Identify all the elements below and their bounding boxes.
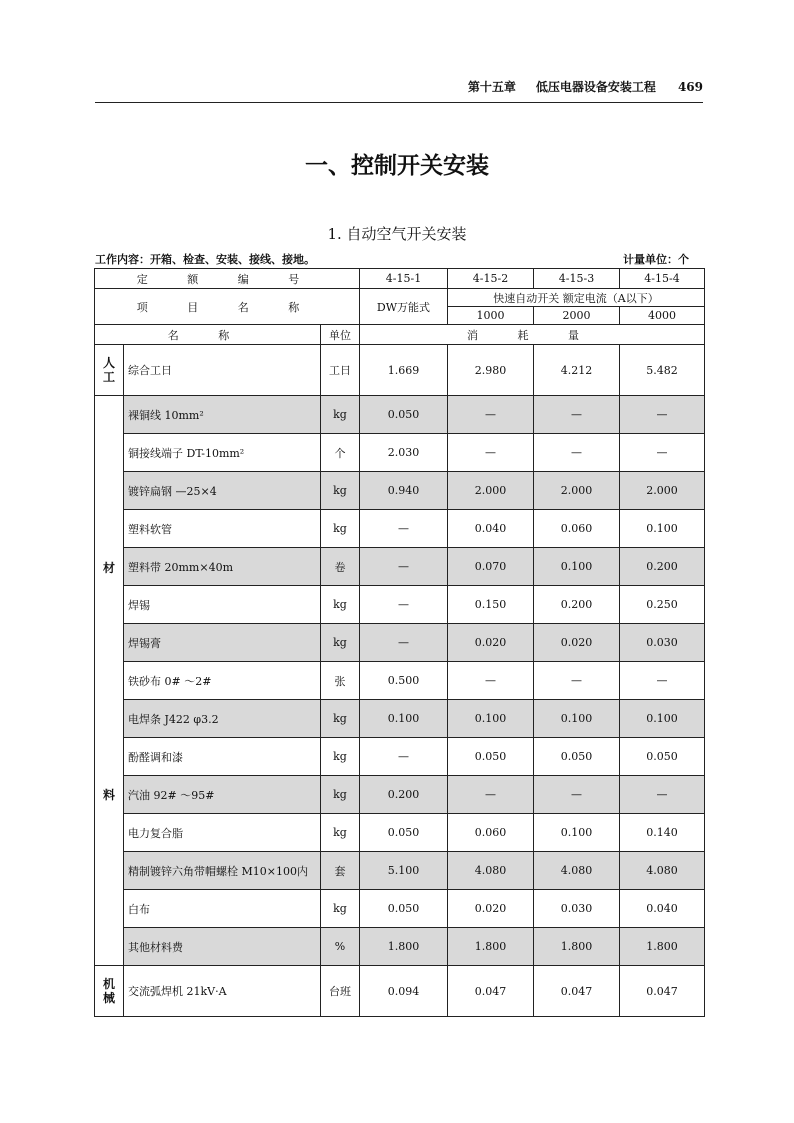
table-row xyxy=(95,700,705,738)
item-value: 4.212 xyxy=(534,345,620,396)
item-name: 其他材料费 xyxy=(124,928,321,966)
item-name: 塑料带 20mm×40m xyxy=(124,548,321,586)
item-value: 0.250 xyxy=(620,586,705,624)
item-value: 0.100 xyxy=(534,548,620,586)
table-row xyxy=(95,662,705,700)
item-value: 0.047 xyxy=(448,966,534,1017)
item-unit: kg xyxy=(321,510,360,548)
quota-number-row xyxy=(95,269,705,289)
item-value: — xyxy=(620,396,705,434)
item-name: 焊锡 xyxy=(124,586,321,624)
item-unit: kg xyxy=(321,624,360,662)
item-value: 1.800 xyxy=(360,928,448,966)
item-value: 0.040 xyxy=(448,510,534,548)
item-unit: kg xyxy=(321,396,360,434)
table-row xyxy=(95,624,705,662)
quota-code: 4-15-3 xyxy=(534,269,620,289)
item-unit: kg xyxy=(321,890,360,928)
item-value: 0.050 xyxy=(360,814,448,852)
item-value: — xyxy=(360,624,448,662)
item-value: 0.030 xyxy=(534,890,620,928)
column-header-row xyxy=(95,325,705,345)
item-value: 0.020 xyxy=(534,624,620,662)
quota-code: 4-15-2 xyxy=(448,269,534,289)
item-name: 综合工日 xyxy=(124,345,321,396)
item-unit: kg xyxy=(321,776,360,814)
item-unit: kg xyxy=(321,738,360,776)
item-value: 2.000 xyxy=(448,472,534,510)
table-row xyxy=(95,776,705,814)
table-row xyxy=(95,510,705,548)
item-value: 0.060 xyxy=(534,510,620,548)
item-value: 0.940 xyxy=(360,472,448,510)
table-row xyxy=(95,814,705,852)
quota-number-label: 定 额 编 号 xyxy=(95,269,360,289)
item-value: 4.080 xyxy=(534,852,620,890)
item-value: — xyxy=(360,738,448,776)
item-name: 裸铜线 10mm² xyxy=(124,396,321,434)
item-value: 2.000 xyxy=(534,472,620,510)
item-name: 酚醛调和漆 xyxy=(124,738,321,776)
table-row xyxy=(95,548,705,586)
page-header xyxy=(95,72,703,103)
item-value: 0.020 xyxy=(448,624,534,662)
item-name: 电焊条 J422 φ3.2 xyxy=(124,700,321,738)
item-value: 1.800 xyxy=(448,928,534,966)
current-rating: 4000 xyxy=(620,307,705,325)
item-value: 0.030 xyxy=(620,624,705,662)
item-name: 电力复合脂 xyxy=(124,814,321,852)
item-value: — xyxy=(534,396,620,434)
item-value: 0.100 xyxy=(620,700,705,738)
item-unit: 张 xyxy=(321,662,360,700)
item-value: — xyxy=(448,776,534,814)
item-name: 交流弧焊机 21kV·A xyxy=(124,966,321,1017)
item-name: 镀锌扁钢 —25×4 xyxy=(124,472,321,510)
item-value: — xyxy=(534,776,620,814)
item-unit: 套 xyxy=(321,852,360,890)
item-value: — xyxy=(534,434,620,472)
name-header: 名 称 xyxy=(95,325,321,345)
item-value: 0.047 xyxy=(620,966,705,1017)
item-name: 汽油 92# ～95# xyxy=(124,776,321,814)
item-value: 5.482 xyxy=(620,345,705,396)
page-number: 469 xyxy=(677,80,703,94)
item-unit: 台班 xyxy=(321,966,360,1017)
fast-switch-header: 快速自动开关 额定电流（A以下） xyxy=(448,289,705,307)
table-row xyxy=(95,852,705,890)
table-row xyxy=(95,586,705,624)
table-row xyxy=(95,472,705,510)
machinery-category-char: 机 xyxy=(102,977,115,991)
table-row xyxy=(95,928,705,966)
table-row xyxy=(95,396,705,434)
machinery-category-char: 械 xyxy=(102,991,115,1005)
item-unit: 个 xyxy=(321,434,360,472)
current-rating: 2000 xyxy=(534,307,620,325)
item-value: — xyxy=(620,776,705,814)
item-value: 0.200 xyxy=(620,548,705,586)
item-unit: 工日 xyxy=(321,345,360,396)
labor-category-char: 工 xyxy=(102,370,115,384)
item-value: 0.100 xyxy=(534,700,620,738)
item-value: 0.050 xyxy=(620,738,705,776)
item-value: 0.500 xyxy=(360,662,448,700)
table-row xyxy=(95,738,705,776)
item-value: — xyxy=(360,510,448,548)
item-value: 0.140 xyxy=(620,814,705,852)
item-value: 5.100 xyxy=(360,852,448,890)
item-name-label: 项 目 名 称 xyxy=(95,289,360,325)
item-name: 铁砂布 0# ～2# xyxy=(124,662,321,700)
item-unit: kg xyxy=(321,700,360,738)
chapter-title: 低压电器设备安装工程 xyxy=(535,80,656,94)
consumption-header: 消 耗 量 xyxy=(360,325,705,345)
item-value: — xyxy=(620,662,705,700)
table-meta xyxy=(95,251,689,267)
unit-header: 单位 xyxy=(321,325,360,345)
item-value: 2.000 xyxy=(620,472,705,510)
item-value: 1.800 xyxy=(534,928,620,966)
machinery-category xyxy=(95,966,124,1017)
item-value: 0.050 xyxy=(360,890,448,928)
header-text xyxy=(468,78,703,95)
work-content: 工作内容：开箱、检查、安装、接线、接地。 xyxy=(95,253,315,266)
item-value: 0.020 xyxy=(448,890,534,928)
dw-type-header: DW万能式 xyxy=(360,289,448,325)
quota-code: 4-15-1 xyxy=(360,269,448,289)
subsection-title: 1. 自动空气开关安装 xyxy=(327,225,467,243)
labor-category-char: 人 xyxy=(102,356,115,370)
item-value: 0.050 xyxy=(534,738,620,776)
item-value: 0.200 xyxy=(360,776,448,814)
item-value: 2.980 xyxy=(448,345,534,396)
item-value: 1.800 xyxy=(620,928,705,966)
item-unit: % xyxy=(321,928,360,966)
labor-category xyxy=(95,345,124,396)
section-title: 一、控制开关安装 xyxy=(305,153,489,179)
item-value: — xyxy=(448,662,534,700)
item-value: — xyxy=(360,586,448,624)
table-row xyxy=(95,345,705,396)
item-value: 0.150 xyxy=(448,586,534,624)
item-name: 白布 xyxy=(124,890,321,928)
item-value: 0.200 xyxy=(534,586,620,624)
item-value: — xyxy=(534,662,620,700)
item-value: 0.060 xyxy=(448,814,534,852)
table-row xyxy=(95,434,705,472)
item-value: 0.050 xyxy=(448,738,534,776)
item-value: 4.080 xyxy=(620,852,705,890)
table-row xyxy=(95,966,705,1017)
measure-unit: 计量单位：个 xyxy=(623,253,689,266)
item-value: — xyxy=(620,434,705,472)
quota-table xyxy=(94,268,705,1017)
item-value: 0.100 xyxy=(620,510,705,548)
item-value: — xyxy=(448,434,534,472)
item-value: 0.047 xyxy=(534,966,620,1017)
item-unit: 卷 xyxy=(321,548,360,586)
item-value: — xyxy=(360,548,448,586)
item-value: 0.050 xyxy=(360,396,448,434)
item-name: 铜接线端子 DT-10mm² xyxy=(124,434,321,472)
quota-code: 4-15-4 xyxy=(620,269,705,289)
item-value: 4.080 xyxy=(448,852,534,890)
item-value: 2.030 xyxy=(360,434,448,472)
item-value: 0.040 xyxy=(620,890,705,928)
current-rating: 1000 xyxy=(448,307,534,325)
item-unit: kg xyxy=(321,472,360,510)
table-row xyxy=(95,890,705,928)
item-name-row xyxy=(95,289,705,307)
item-value: 0.100 xyxy=(448,700,534,738)
item-value: — xyxy=(448,396,534,434)
item-name: 塑料软管 xyxy=(124,510,321,548)
material-category-char: 材 xyxy=(102,560,115,575)
item-unit: kg xyxy=(321,586,360,624)
item-value: 0.070 xyxy=(448,548,534,586)
chapter-number: 第十五章 xyxy=(467,80,516,94)
item-name: 焊锡膏 xyxy=(124,624,321,662)
item-unit: kg xyxy=(321,814,360,852)
material-category xyxy=(95,396,124,966)
item-name: 精制镀锌六角带帽螺栓 M10×100内 xyxy=(124,852,321,890)
item-value: 0.100 xyxy=(534,814,620,852)
item-value: 0.094 xyxy=(360,966,448,1017)
item-value: 1.669 xyxy=(360,345,448,396)
material-category-char: 料 xyxy=(102,787,115,802)
item-value: 0.100 xyxy=(360,700,448,738)
